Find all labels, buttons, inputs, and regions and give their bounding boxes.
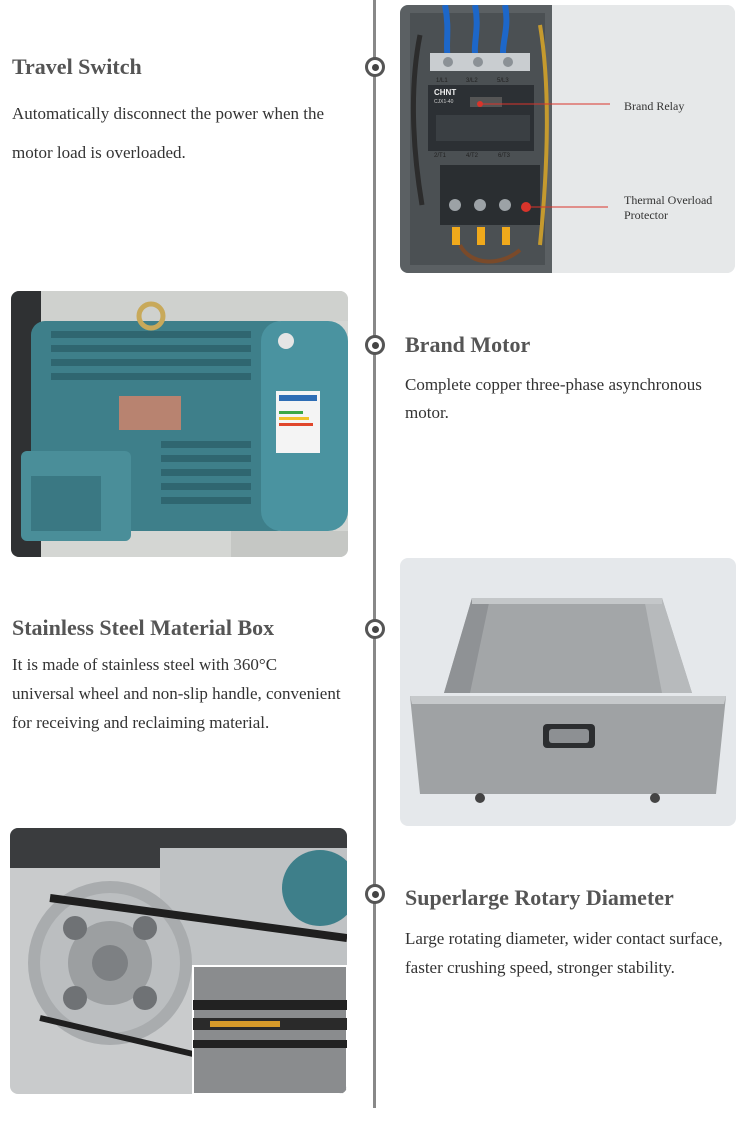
relay-terminal-label-top: 1/L1: [436, 78, 448, 84]
relay-photo: [400, 5, 735, 273]
feature-description-rotary-diameter: Large rotating diameter, wider contact surface, faster crushing speed, stronger stability.: [405, 929, 723, 977]
callout-thermal-overload-protector: Thermal Overload Protector: [624, 193, 713, 222]
relay-brand: CHNT: [434, 88, 457, 97]
relay-model: CJX1-40: [434, 99, 454, 105]
timeline-dot-brand-motor: [365, 335, 385, 355]
motor-photo: [11, 291, 348, 557]
material-box-photo: [400, 558, 736, 826]
relay-terminal-label-top: 5/L3: [497, 78, 509, 84]
feature-title-travel-switch: Travel Switch: [12, 54, 142, 79]
timeline-line: [373, 0, 376, 1108]
feature-description-material-box: It is made of stainless steel with 360°C universal wheel and non-slip handle, convenient for receiving and reclaiming material.: [12, 655, 341, 732]
relay-terminal-label-bottom: 4/T2: [466, 153, 479, 159]
relay-terminal-label-top: 3/L2: [466, 78, 478, 84]
feature-title-rotary-diameter: Superlarge Rotary Diameter: [405, 885, 674, 910]
pulley-photo: [10, 828, 347, 1094]
feature-title-brand-motor: Brand Motor: [405, 332, 531, 357]
callout-brand-relay: Brand Relay: [624, 99, 685, 113]
timeline-dot-rotary-diameter: [365, 884, 385, 904]
feature-description-brand-motor: Complete copper three-phase asynchronous motor.: [405, 375, 702, 422]
timeline-dot-travel-switch: [365, 57, 385, 77]
relay-terminal-label-bottom: 2/T1: [434, 153, 447, 159]
feature-description-travel-switch: Automatically disconnect the power when the motor load is overloaded.: [12, 104, 325, 162]
feature-title-material-box: Stainless Steel Material Box: [12, 615, 275, 640]
relay-terminal-label-bottom: 6/T3: [498, 153, 511, 159]
timeline-dot-material-box: [365, 619, 385, 639]
